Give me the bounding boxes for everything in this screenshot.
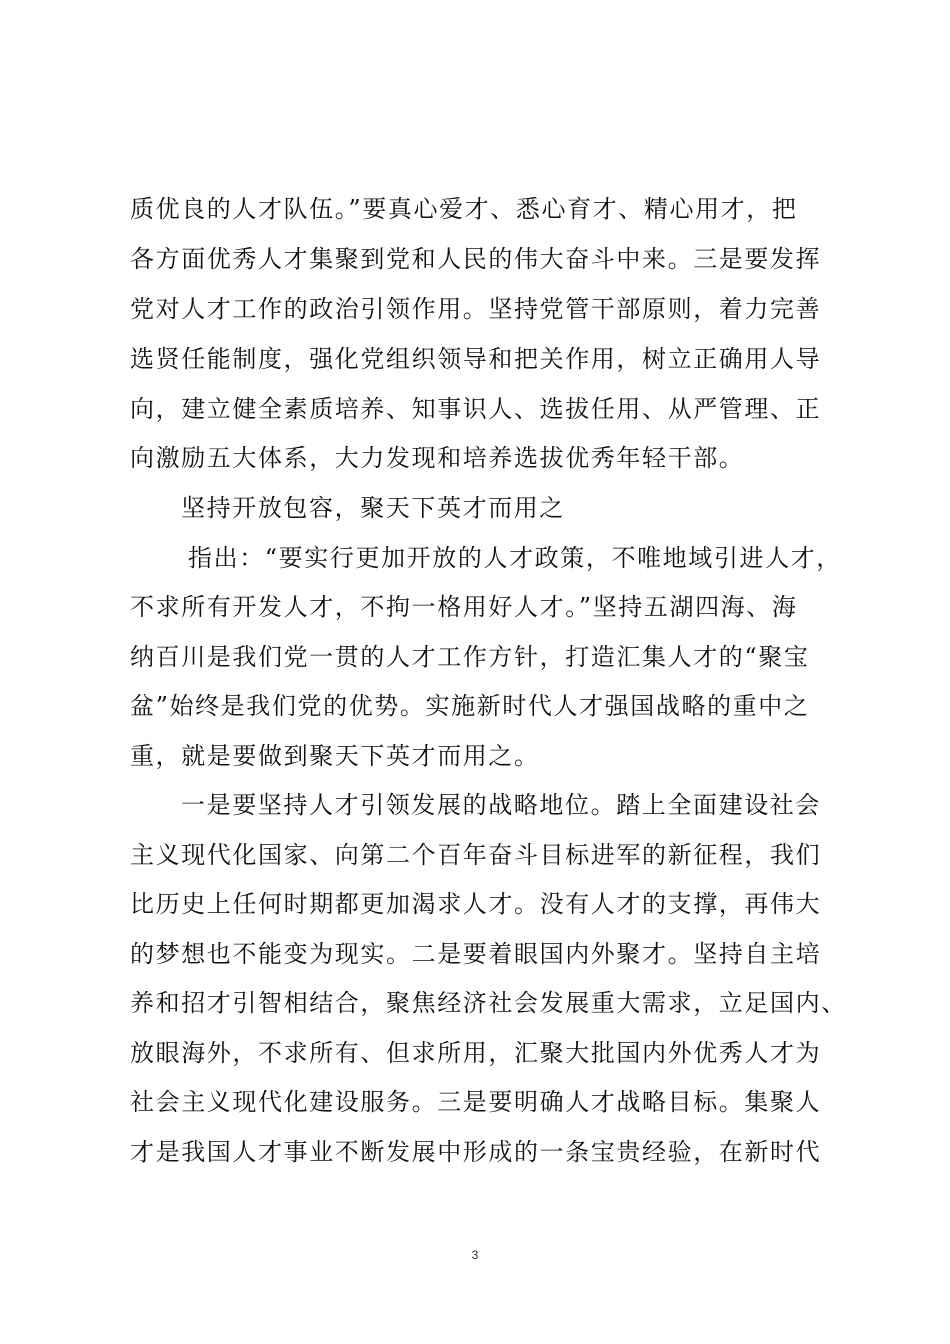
text-line: 才是我国人才事业不断发展中形成的一条宝贵经验，在新时代: [130, 1138, 822, 1166]
text-line: 的梦想也不能变为现实。二是要着眼国内外聚才。坚持自主培: [130, 940, 822, 968]
page-number: 3: [471, 1248, 479, 1262]
text-line: 不求所有开发人才，不拘一格用好人才。”坚持五湖四海、海: [130, 593, 798, 621]
text-line: 重，就是要做到聚天下英才而用之。: [130, 742, 540, 770]
text-line: 指出：“要实行更加开放的人才政策，不唯地域引进人才，: [188, 544, 842, 572]
text-line: 一是要坚持人才引领发展的战略地位。踏上全面建设社会: [181, 791, 821, 819]
text-line: 向激励五大体系，大力发现和培养选拔优秀年轻干部。: [130, 444, 745, 472]
text-line: 养和招才引智相结合，聚焦经济社会发展重大需求，立足国内、: [130, 989, 847, 1017]
text-line: 主义现代化国家、向第二个百年奋斗目标进军的新征程，我们: [130, 841, 822, 869]
text-line: 向，建立健全素质培养、知事识人、选拔任用、从严管理、正: [130, 395, 822, 423]
text-line: 盆”始终是我们党的优势。实施新时代人才强国战略的重中之: [130, 692, 810, 720]
text-line: 纳百川是我们党一贯的人才工作方针，打造汇集人才的“聚宝: [130, 643, 810, 671]
text-line: 各方面优秀人才集聚到党和人民的伟大奋斗中来。三是要发挥: [130, 245, 822, 273]
text-line: 社会主义现代化建设服务。三是要明确人才战略目标。集聚人: [130, 1088, 822, 1116]
text-line: 质优良的人才队伍。”要真心爱才、悉心育才、精心用才，把: [130, 195, 798, 223]
section-heading: 坚持开放包容，聚天下英才而用之: [181, 494, 565, 522]
text-line: 比历史上任何时期都更加渴求人才。没有人才的支撑，再伟大: [130, 890, 822, 918]
text-line: 选贤任能制度，强化党组织领导和把关作用，树立正确用人导: [130, 345, 822, 373]
text-line: 党对人才工作的政治引领作用。坚持党管干部原则，着力完善: [130, 295, 822, 323]
text-line: 放眼海外，不求所有、但求所用，汇聚大批国内外优秀人才为: [130, 1039, 822, 1067]
